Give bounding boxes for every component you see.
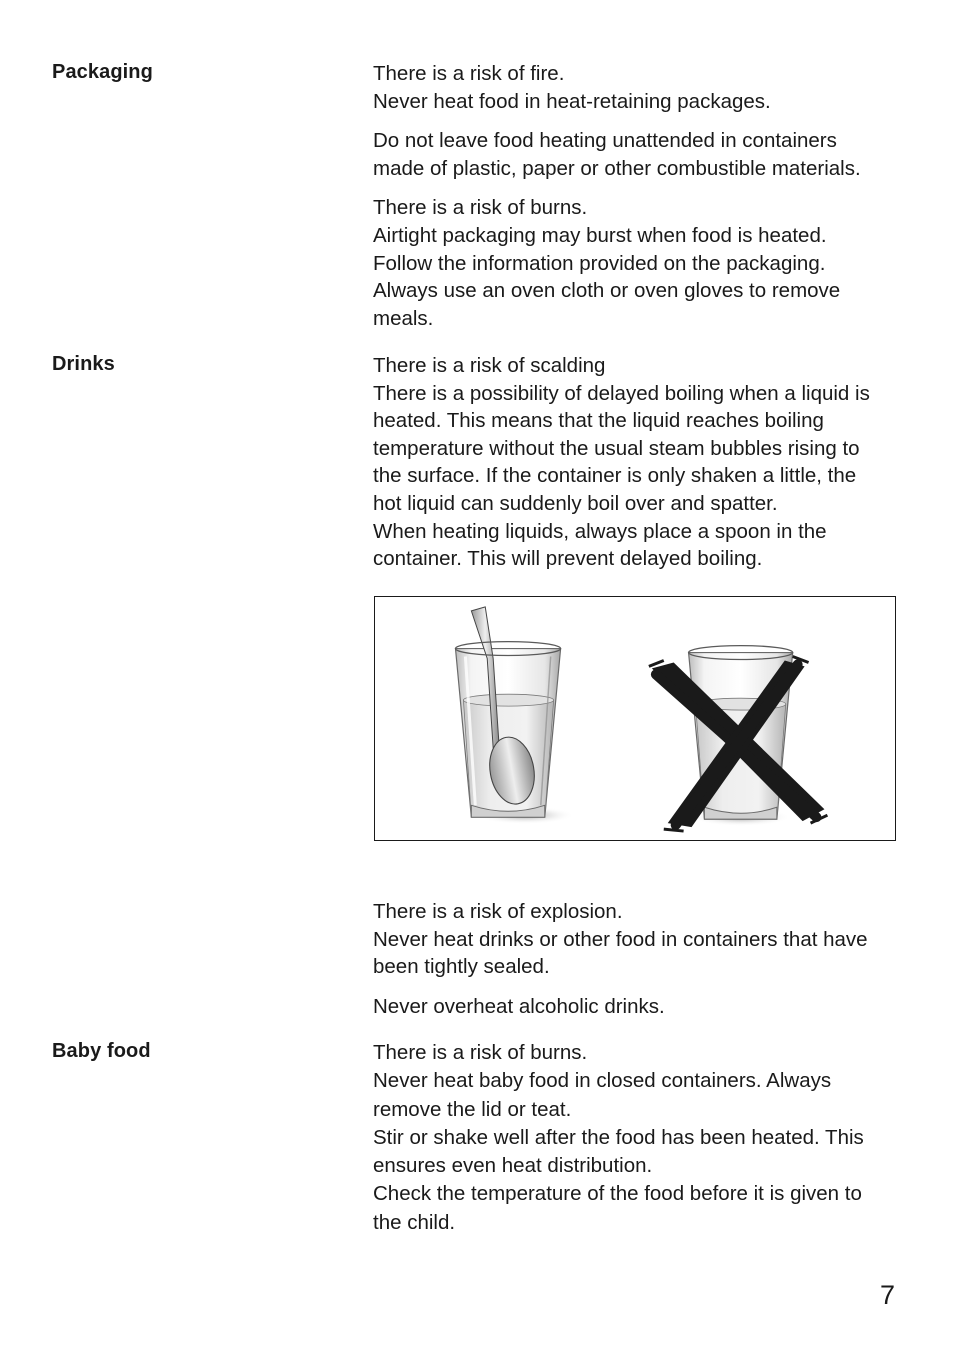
drinks-para-1: [373, 352, 913, 573]
baby-food-para-1: [373, 1039, 913, 1237]
text-line: Follow the information provided on the packaging.: [373, 251, 826, 275]
text-line: When heating liquids, always place a spoon in the: [373, 519, 827, 543]
text-line: meals.: [373, 306, 434, 330]
text-line: the surface. If the container is only shaken a little, the: [373, 464, 857, 488]
glass-crossed-out-icon: [649, 646, 828, 831]
text-line: hot liquid can suddenly boil over and spatter.: [373, 491, 778, 515]
text-line: Never heat food in heat-retaining packages.: [373, 89, 771, 113]
drinks-para-2: [373, 898, 913, 981]
text-line: temperature without the usual steam bubbles rising to: [373, 436, 860, 460]
text-line: There is a risk of fire.: [373, 62, 565, 85]
text-line: been tightly sealed.: [373, 955, 550, 979]
section-label-baby-food: Baby food: [52, 1040, 151, 1062]
section-label-packaging: Packaging: [52, 61, 153, 83]
text-line: There is a risk of explosion.: [373, 900, 623, 923]
text-line: Stir or shake well after the food has been heated. This: [373, 1125, 864, 1149]
text-line: the child.: [373, 1210, 456, 1234]
text-line: ensures even heat distribution.: [373, 1154, 653, 1178]
drinks-text: [373, 352, 913, 573]
text-line: There is a risk of burns.: [373, 1041, 588, 1064]
baby-food-text: [373, 1039, 913, 1237]
drinks-text-continued: [373, 898, 913, 1020]
text-line: Never heat baby food in closed containers. Always: [373, 1069, 832, 1093]
text-line: Always use an oven cloth or oven gloves to remove: [373, 279, 841, 303]
text-line: Airtight packaging may burst when food is heated.: [373, 223, 827, 247]
text-line: heated. This means that the liquid reaches boiling: [373, 409, 824, 433]
text-line: container. This will prevent delayed boiling.: [373, 547, 763, 571]
section-label-drinks: Drinks: [52, 353, 115, 375]
packaging-para-1: [373, 60, 913, 115]
page-number: 7: [880, 1280, 896, 1310]
text-line: made of plastic, paper or other combustible materials.: [373, 156, 861, 180]
drinks-para-3: [373, 993, 913, 1021]
text-line: Never overheat alcoholic drinks.: [373, 994, 665, 1018]
packaging-para-3: [373, 194, 913, 332]
packaging-para-2: [373, 127, 913, 182]
delayed-boiling-figure: [374, 596, 896, 841]
glass-with-spoon-icon: [455, 607, 574, 824]
text-line: There is a risk of burns.: [373, 196, 588, 220]
text-line: There is a risk of scalding: [373, 354, 606, 377]
text-line: There is a possibility of delayed boiling when a liquid is: [373, 381, 870, 405]
text-line: remove the lid or teat.: [373, 1097, 572, 1121]
text-line: Do not leave food heating unattended in containers: [373, 129, 837, 153]
text-line: Never heat drinks or other food in containers that have: [373, 927, 868, 951]
text-line: Check the temperature of the food before it is given to: [373, 1182, 862, 1206]
packaging-text: [373, 60, 913, 332]
